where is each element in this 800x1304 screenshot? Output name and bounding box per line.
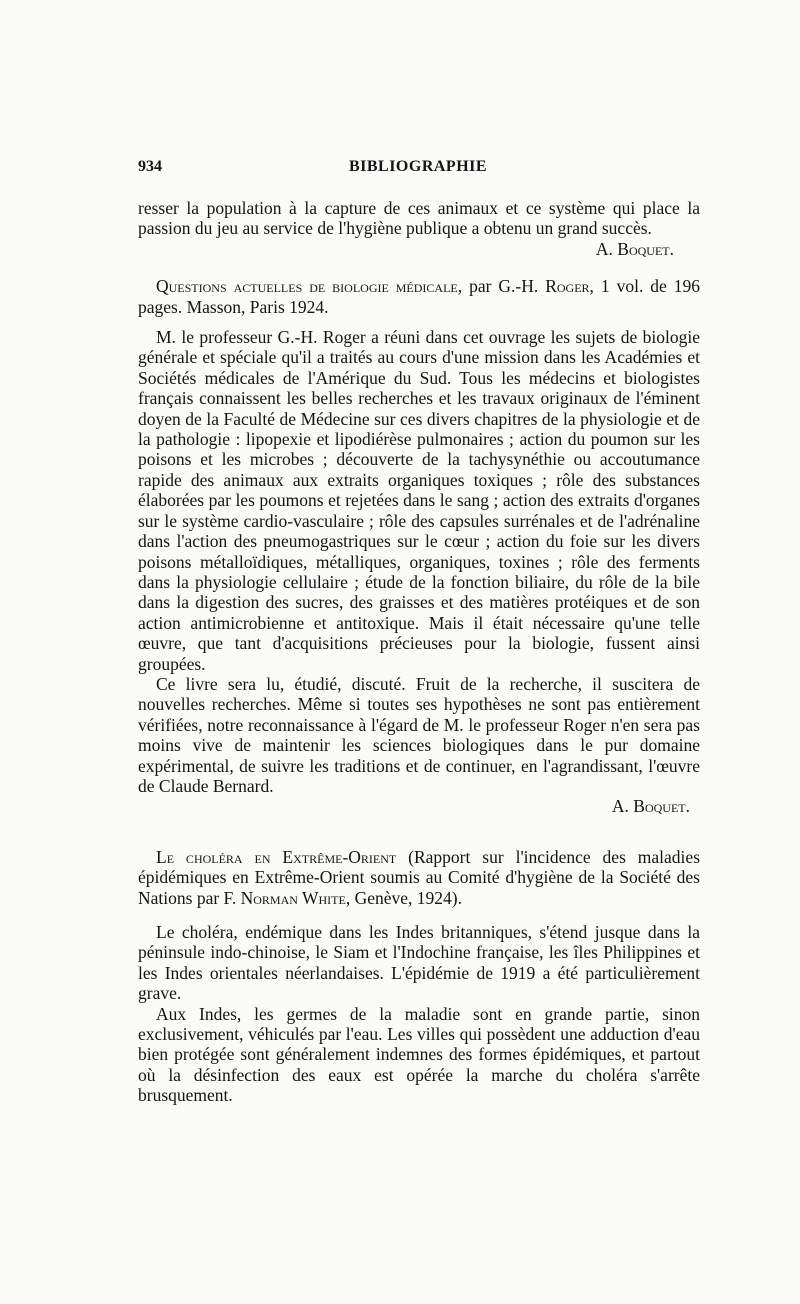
review1-closing-text: resser la population à la capture de ces animaux et ce système qui place la passion du jeu au service de l'hygiène publique a obtenu un grand succès. xyxy=(138,198,700,239)
review2-citation xyxy=(138,276,700,317)
review2-paragraph-2: Ce livre sera lu, étudié, discuté. Fruit de la recherche, il suscitera de nouvelles recherches. Même si toutes ses hypothèses ne sont pas entièrement vérifiées, notre reconnaissance à l'égard de M. le professeur Roger n'en sera pas moins vive de maintenir les sciences biologiques dans le pur domaine expérimental, de suivre les traditions et de continuer, en l'agrandissant, l'œuvre de Claude Bernard. xyxy=(138,673,700,796)
section-spacer xyxy=(138,908,700,922)
section-spacer xyxy=(138,259,700,276)
review3-paragraph-2: Aux Indes, les germes de la maladie sont en grande partie, sinon exclusivement, véhiculés par l'eau. Les villes qui possèdent une adduction d'eau bien protégée sont généralement indemnes des formes épidémiques, et partout où la désinfection des eaux est opérée la marche du choléra s'arrête brusquement. xyxy=(138,1003,700,1106)
review2-publication: , 1 vol. de 196 pages. Masson, Paris 1924. xyxy=(138,276,700,317)
page-header xyxy=(138,158,698,182)
section-spacer xyxy=(138,817,700,847)
review3-description-2: , Genève, 1924). xyxy=(345,887,462,908)
review3-description-1: (Rapport sur l'incidence des maladies épidémiques en Extrême-Orient soumis au Comité d'hygiène de la Société des Nations par F. xyxy=(138,846,700,908)
review1-signature: A. Boquet. xyxy=(595,238,674,259)
review2-author-intro: par G.-H. xyxy=(462,276,546,297)
review2-paragraph-1: M. le professeur G.-H. Roger a réuni dans cet ouvrage les sujets de biologie générale et spéciale qu'il a traités au cours d'une mission dans les Académies et Sociétés médicales de l'Amérique du Sud. Tous les médecins et biologistes français connaissent les belles recherches et les travaux originaux de l'éminent doyen de la Faculté de Médecine sur ces divers chapitres de la physiologie et de la pathologie : lipopexie et lipodiérèse pulmonaires ; action du poumon sur les poisons et les microbes ; découverte de la tachysynéthie ou accoutumance rapide des animaux aux extraits organiques toxiques ; rôle des substances élaborées par les poumons et rejetées dans le sang ; action des extraits d'organes sur le système cardio-vasculaire ; rôle des capsules surrénales et de l'adrénaline dans l'action des pneumogastriques sur le cœur ; action du foie sur les divers poisons métalloïdiques, métalliques, organiques, toxines ; rôle des ferments dans la physiologie cellulaire ; étude de la fonction biliaire, du rôle de la bile dans la digestion des sucres, des graisses et des matières protéiques et de son action antimicrobienne et antitoxique. Mais il était nécessaire qu'une telle œuvre, que tant d'acquisitions précieuses pour la biologie, fussent ainsi groupées. xyxy=(138,327,700,674)
review3-paragraph-1: Le choléra, endémique dans les Indes britanniques, s'étend jusque dans la péninsule indo-chinoise, le Siam et l'Indochine française, les îles Philippines et les Indes orientales néerlandaises. L'épidémie de 1919 a été particulièrement grave. xyxy=(138,922,700,1004)
review2-title: Questions actuelles de biologie médicale, xyxy=(156,276,463,297)
page-number: 934 xyxy=(138,158,162,175)
review3-title: Le choléra en Extrême-Orient xyxy=(156,846,397,867)
review3-author: Norman White xyxy=(240,887,346,908)
review2-signature: A. Boquet. xyxy=(611,796,690,817)
page-body xyxy=(138,198,700,1106)
section-spacer xyxy=(138,317,700,327)
review3-citation xyxy=(138,847,700,908)
running-title: BIBLIOGRAPHIE xyxy=(348,158,488,175)
review2-author: Roger xyxy=(545,276,590,297)
